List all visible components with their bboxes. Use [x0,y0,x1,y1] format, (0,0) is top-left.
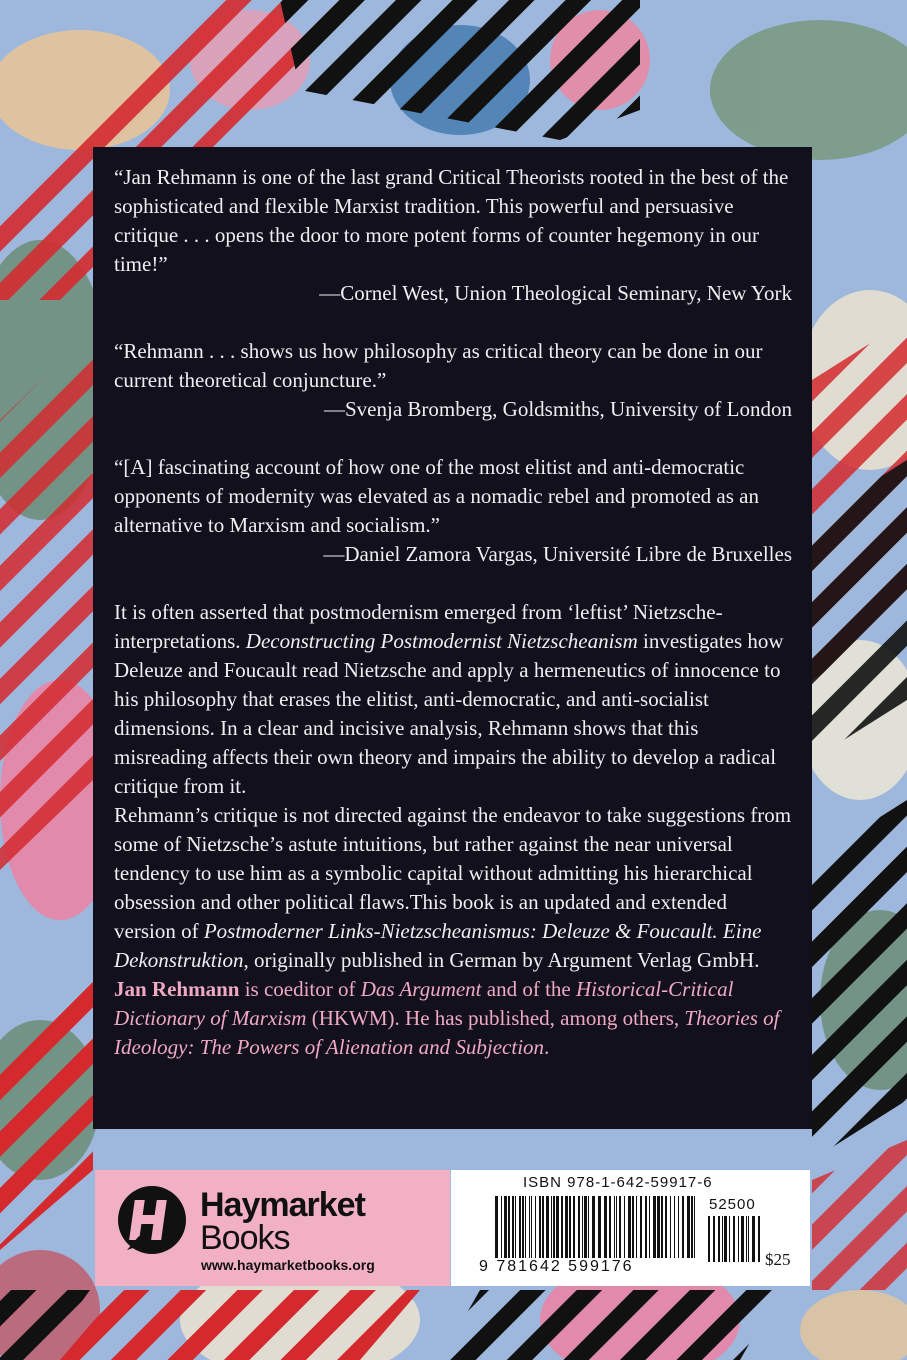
barcode-bar [678,1196,679,1258]
barcode-bar [758,1216,760,1262]
barcode-bar [722,1216,723,1262]
barcode-bar [729,1216,730,1262]
barcode-bar [724,1216,727,1262]
haymarket-h-logo-icon [117,1184,187,1256]
barcode-bar [504,1196,507,1258]
blurb-1 [114,163,792,308]
barcode-bar [713,1216,715,1262]
barcode-bar [682,1196,684,1258]
barcode-bar [657,1196,660,1258]
addon-barcode [708,1216,760,1262]
barcode-bar [752,1216,755,1262]
barcode-bar [748,1216,749,1262]
barcode-bar [674,1196,675,1258]
barcode-bar [661,1196,663,1258]
barcode-bar [531,1196,532,1258]
barcode-bar [687,1196,690,1258]
barcode-bar [519,1196,521,1258]
original-title: Postmoderner Links-Nietzscheanismus: Deleuze & Foucault. Eine Dekonstruktion [114,919,762,972]
blurb-attribution: —Daniel Zamora Vargas, Université Libre de Bruxelles [323,542,792,566]
blurb-text: “Jan Rehmann is one of the last grand Critical Theorists rooted in the best of the sophisticated and flexible Marxist tradition. This powerful and persuasive critique . . . opens the door to more potent forms of counter hegemony in our time!” [114,165,789,276]
back-cover-text-panel [93,147,812,1129]
barcode-bar [616,1196,617,1258]
blurb-attribution: —Cornel West, Union Theological Seminary, New York [319,281,792,305]
barcode-bar [578,1196,580,1258]
barcode-bar [508,1196,510,1258]
barcode-bar [515,1196,516,1258]
blurb-text: “[A] fascinating account of how one of the most elitist and anti-democratic opponents of modernity was elevated as a nomadic rebel and promoted as an alternative to Marxism and socialism.” [114,455,759,537]
author-name: Jan Rehmann [114,977,240,1001]
barcode-bar [584,1196,587,1258]
barcode-bar [636,1196,637,1258]
barcode-bar [495,1196,498,1258]
barcode-bar [569,1196,571,1258]
price: $25 [765,1250,791,1269]
barcode-bar [565,1196,568,1258]
barcode-bar [653,1196,656,1258]
price-addon-code: 52500 [709,1196,756,1213]
barcode-digits: 9 781642 599176 [479,1258,634,1275]
barcode-bar [746,1216,747,1262]
book-title: Deconstructing Postmodernist Nietzscheanism [245,629,638,653]
barcode-bar [665,1196,667,1258]
barcode-bar [741,1216,744,1262]
description-paragraph-1: It is often asserted that postmodernism emerged from ‘leftist’ Nietzsche-interpretations. Deconstructing Postmodernist Nietzscheanism investigates how Deleuze and Foucault read Nietzsche and apply a hermeneutics of innocence to his philosophy that erases the elitist, anti-democratic, and anti-socialist dimensions. In a clear and incisive analysis, Rehmann shows that this misreading affects their own theory and impairs the ability to develop a radical critique from it. [114,600,784,798]
ean-barcode [495,1196,695,1258]
blurb-text: “Rehmann . . . shows us how philosophy as critical theory can be done in our current theoretical conjuncture.” [114,339,763,392]
barcode-bar [691,1196,693,1258]
barcode-bar [694,1196,695,1258]
barcode-bar [632,1196,634,1258]
barcode-bar [501,1196,502,1258]
barcode-bar [624,1196,625,1258]
barcode-bar [522,1196,524,1258]
barcode-bar [609,1196,611,1258]
barcode-bar [553,1196,555,1258]
barcode-bar [529,1196,530,1258]
barcode-block [451,1170,810,1286]
barcode-bar [619,1196,621,1258]
barcode-bar [718,1216,720,1262]
barcode-bar [535,1196,536,1258]
barcode-bar [649,1196,650,1258]
barcode-bar [738,1216,739,1262]
barcode-bar [561,1196,563,1258]
isbn-label: ISBN 978-1-642-59917-6 [523,1174,713,1191]
barcode-bar [598,1196,601,1258]
barcode-bar [670,1196,671,1258]
barcode-bar [525,1196,526,1258]
description-paragraph-2: Rehmann’s critique is not directed against the endeavor to take suggestions from some of Nietzsche’s astute intuitions, but rather against the near universal tendency to use him as a symbolic capital without admitting his hierarchical obsession and other political flaws.This book is an updated and extended version of Postmoderner Links-Nietzscheanismus: Deleuze & Foucault. Eine Dekonstruktion, originally published in German by Argument Verlag GmbH. [114,803,792,972]
barcode-bar [614,1196,615,1258]
barcode-bar [733,1216,735,1262]
barcode-bar [573,1196,575,1258]
barcode-bar [582,1196,583,1258]
barcode-bar [640,1196,642,1258]
blurb-3 [114,453,792,569]
barcode-bar [708,1216,710,1262]
barcode-bar [628,1196,631,1258]
barcode-bar [588,1196,589,1258]
barcode-bar [645,1196,647,1258]
barcode-bar [556,1196,559,1258]
publisher-url: www.haymarketbooks.org [201,1257,375,1273]
barcode-bar [604,1196,607,1258]
barcode-bar [539,1196,541,1258]
barcode-bar [551,1196,552,1258]
barcode-bar [592,1196,595,1258]
barcode-bar [542,1196,544,1258]
publisher-logo-block [95,1170,450,1286]
blurb-2 [114,337,792,424]
author-bio: Jan Rehmann is coeditor of Das Argument and of the Historical-Critical Dictionary of Marxism (HKWM). He has published, among others, Theories of Ideology: The Powers of Alienation and Subjection. [114,977,780,1059]
blurb-attribution: —Svenja Bromberg, Goldsmiths, University of London [324,397,792,421]
barcode-bar [546,1196,549,1258]
barcode-bar [512,1196,514,1258]
publisher-name: Haymarket Books [200,1186,365,1257]
